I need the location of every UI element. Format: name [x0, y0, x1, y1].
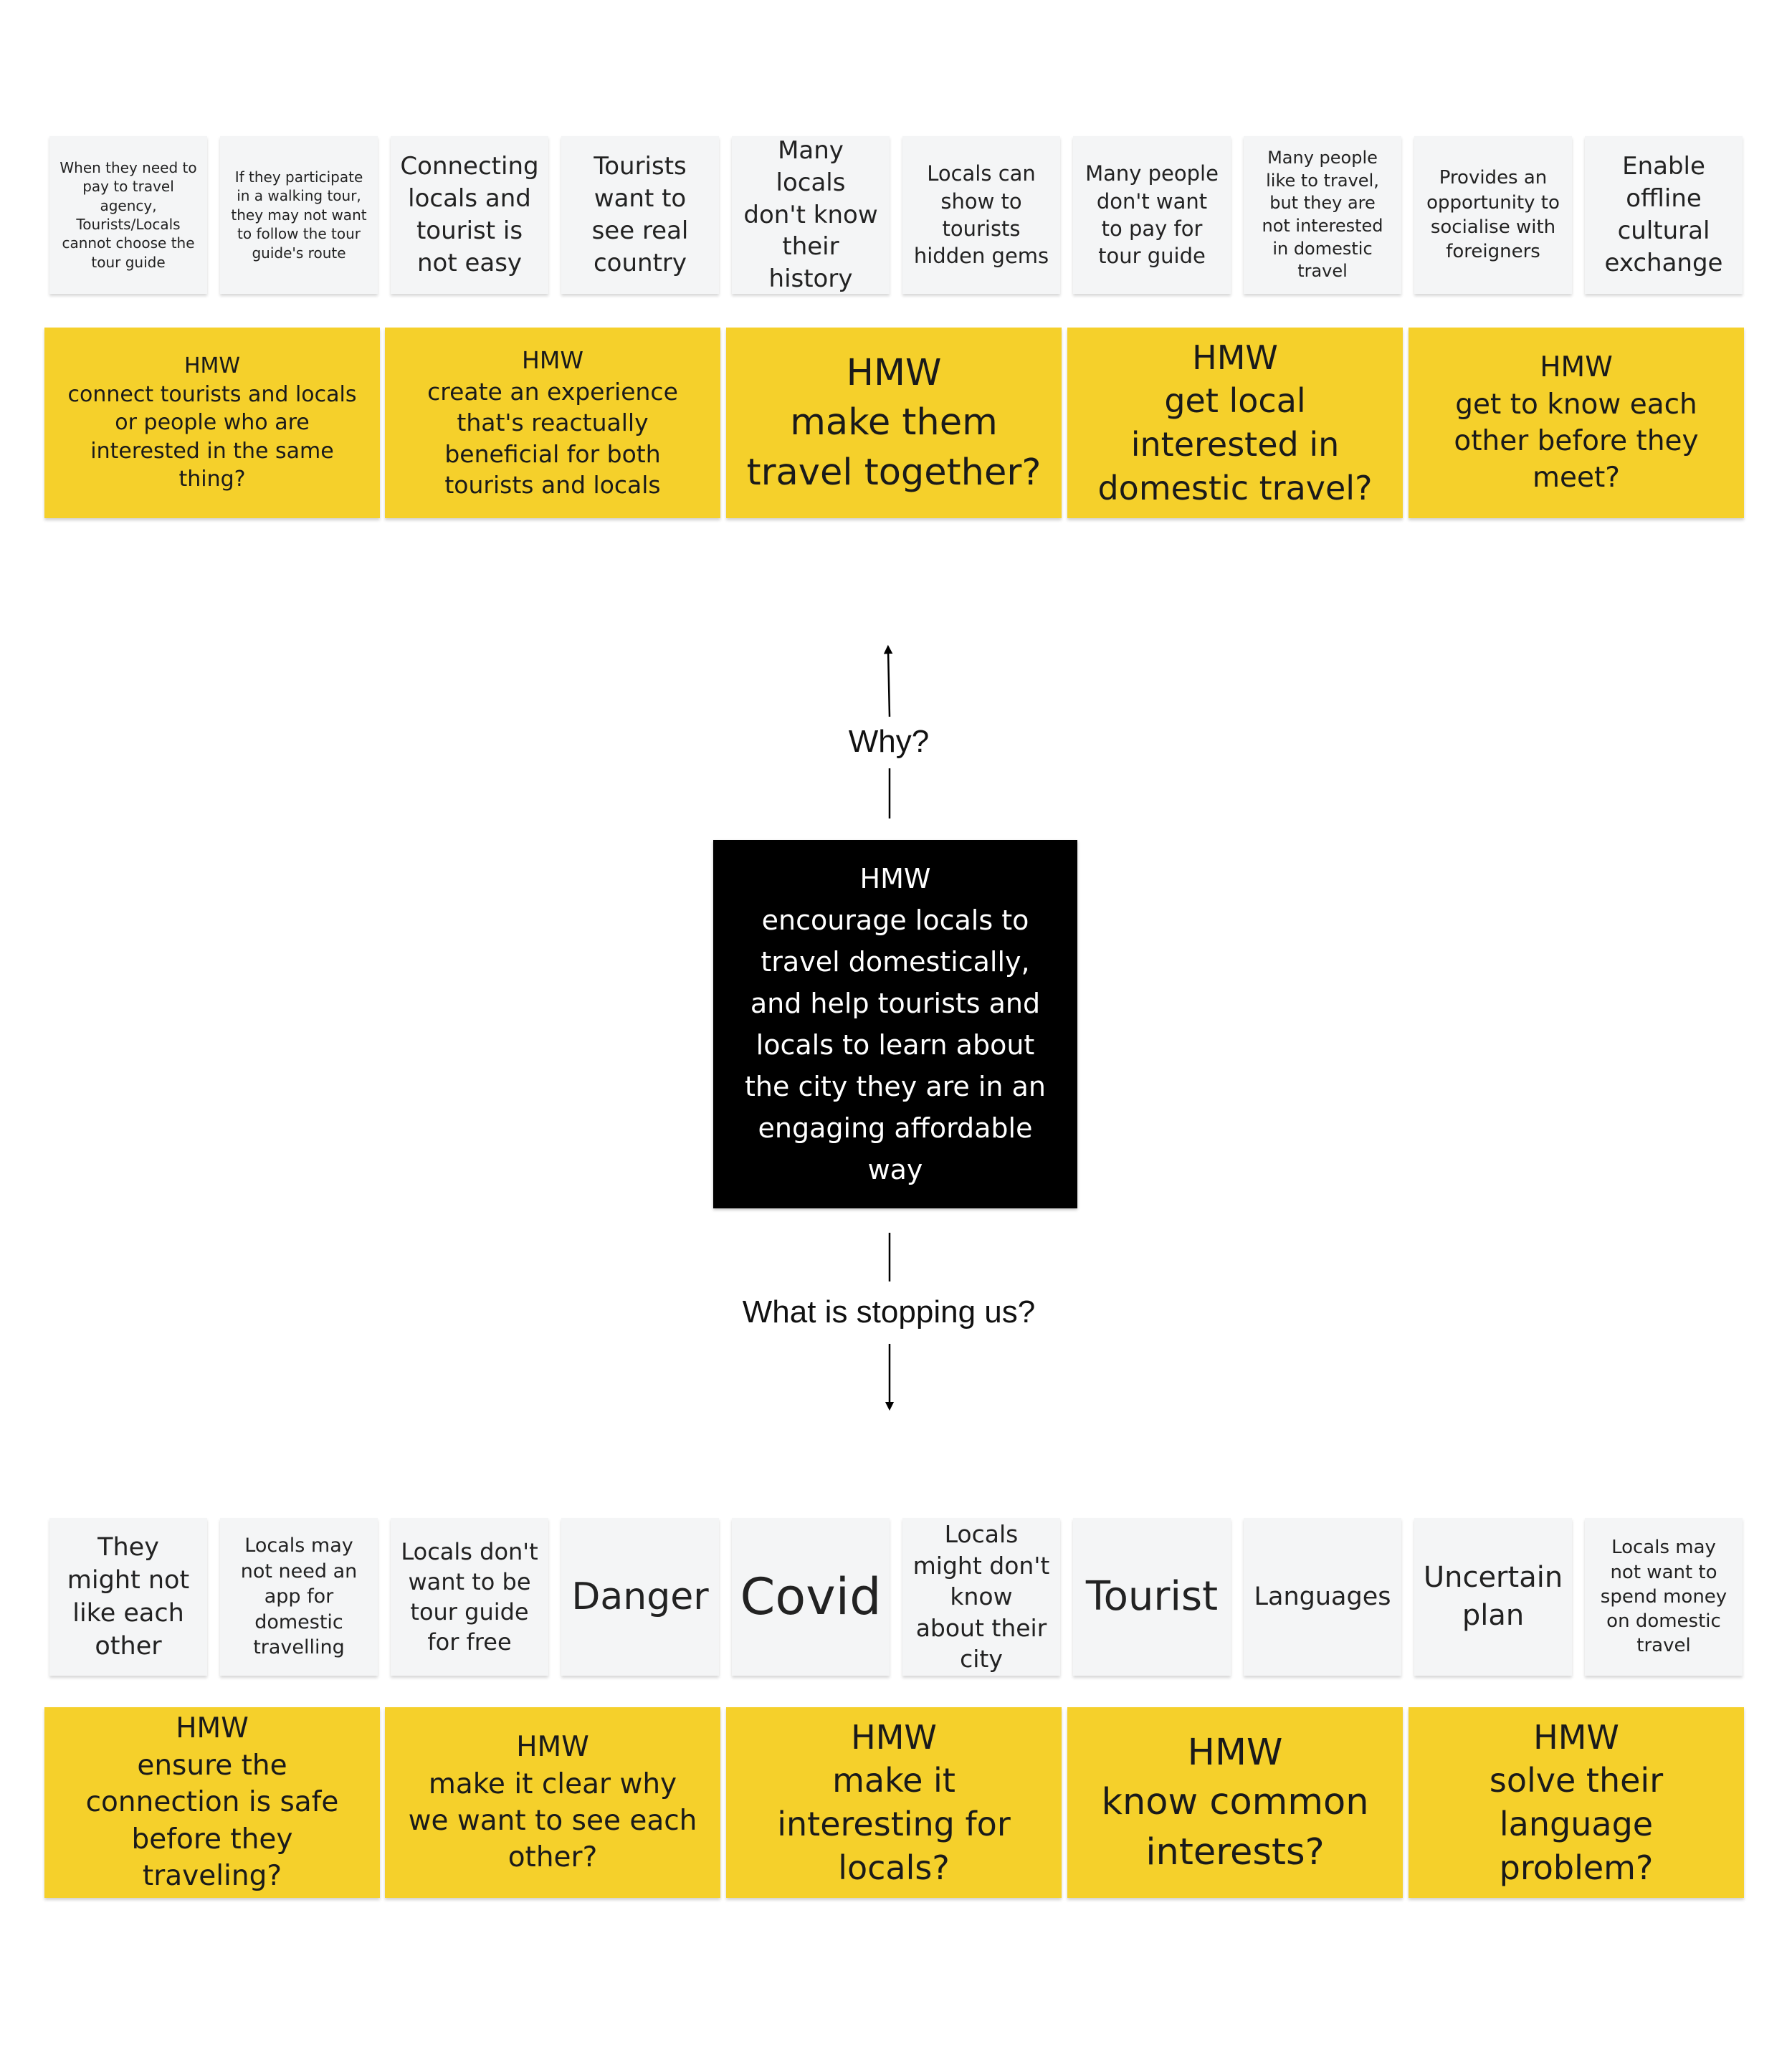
note-text: Provides an opportunity to socialise with foreigners	[1426, 167, 1560, 263]
why-label: Why?	[848, 724, 930, 759]
bottom-hmw-note[interactable]	[1067, 1707, 1403, 1898]
note-text: Many people don't want to pay for tour guide	[1085, 161, 1219, 269]
bottom-obstacle-note[interactable]	[1244, 1518, 1401, 1676]
note-text: Locals may not want to spend money on domestic travel	[1600, 1537, 1727, 1657]
note-text: Connecting locals and tourist is not easy	[400, 152, 539, 277]
center-hmw-statement[interactable]	[713, 840, 1077, 1208]
note-text: Tourists want to see real country	[591, 152, 689, 277]
note-text: HMW make it clear why we want to see each other?	[408, 1731, 697, 1874]
note-text: When they need to pay to travel agency, Tourists/Locals cannot choose the tour guide	[59, 158, 197, 271]
note-text: HMW get to know each other before they meet?	[1454, 351, 1699, 495]
note-text: HMW create an experience that's reactually beneficial for both tourists and locals	[427, 346, 678, 500]
note-text: HMW encourage locals to travel domestically, and help tourists and locals to learn about the city they are in an engaging affordable way	[745, 862, 1046, 1186]
bottom-obstacle-note[interactable]	[220, 1518, 378, 1676]
stopping-label: What is stopping us?	[742, 1294, 1036, 1330]
bottom-obstacle-note[interactable]	[391, 1518, 548, 1676]
bottom-obstacle-note[interactable]	[1414, 1518, 1572, 1676]
note-text: HMW make it interesting for locals?	[777, 1717, 1011, 1887]
bottom-hmw-note[interactable]	[1409, 1707, 1744, 1898]
note-text: Locals might don't know about their city	[912, 1520, 1050, 1674]
note-text: HMW get local interested in domestic travel?	[1097, 338, 1373, 507]
note-text: Locals may not need an app for domestic travelling	[240, 1534, 358, 1659]
note-text: Locals can show to tourists hidden gems	[913, 161, 1049, 269]
bottom-obstacle-note[interactable]	[561, 1518, 719, 1676]
bottom-obstacle-note[interactable]	[1585, 1518, 1743, 1676]
note-text: Tourist	[1085, 1573, 1219, 1620]
note-text: HMW ensure the connection is safe before they traveling?	[85, 1712, 339, 1893]
note-text: Many locals don't know their history	[743, 135, 878, 294]
note-text: HMW make them travel together?	[746, 351, 1042, 494]
note-text: If they participate in a walking tour, they may not want to follow the tour guide's route	[231, 168, 367, 262]
note-text: Uncertain plan	[1423, 1561, 1563, 1632]
bottom-obstacle-note[interactable]	[902, 1518, 1060, 1676]
note-text: HMW solve their language problem?	[1489, 1717, 1664, 1887]
bottom-hmw-note[interactable]	[385, 1707, 720, 1898]
note-text: Enable offline cultural exchange	[1604, 152, 1723, 277]
bottom-obstacle-note[interactable]	[732, 1518, 890, 1676]
note-text: Many people like to travel, but they are not interested in domestic travel	[1262, 147, 1383, 282]
note-text: Danger	[571, 1575, 709, 1618]
bottom-obstacle-note[interactable]	[49, 1518, 207, 1676]
bottom-hmw-note[interactable]	[726, 1707, 1062, 1898]
note-text: HMW connect tourists and locals or people who are interested in the same thing?	[67, 353, 357, 492]
note-text: Languages	[1254, 1582, 1391, 1611]
note-text: Locals don't want to be tour guide for free	[401, 1537, 538, 1656]
bottom-obstacle-note[interactable]	[1073, 1518, 1231, 1676]
note-text: They might not like each other	[67, 1532, 190, 1661]
why-arrow-upper	[888, 649, 890, 717]
bottom-hmw-note[interactable]	[44, 1707, 380, 1898]
note-text: HMW know common interests?	[1101, 1731, 1369, 1873]
note-text: Covid	[740, 1567, 882, 1626]
